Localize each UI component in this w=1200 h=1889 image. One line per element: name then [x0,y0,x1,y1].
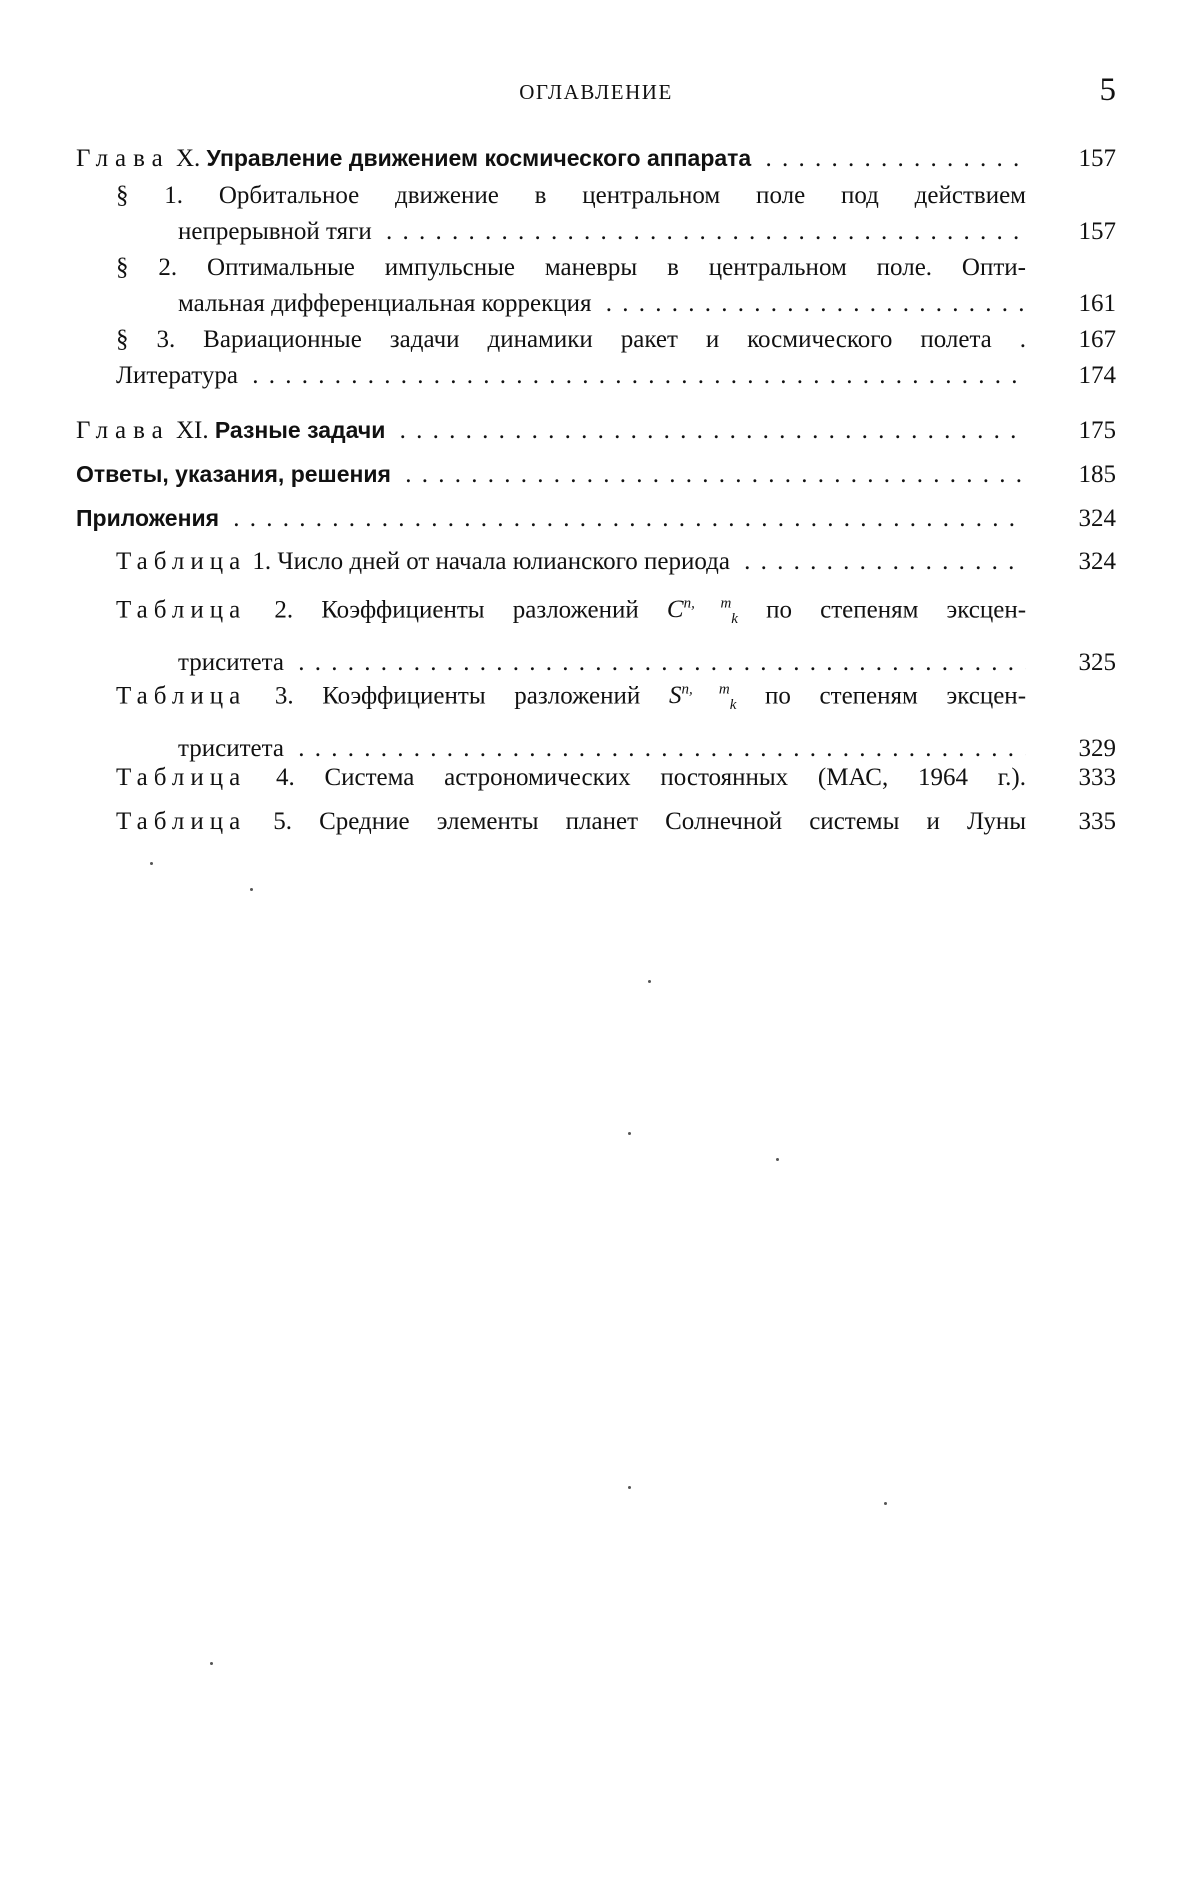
chapter-label: Глава [76,145,170,172]
section-title-line1: § 1. Орбитальное движение в центральном поле под действием [116,182,1026,209]
toc-entry-chapter-10[interactable] [76,140,1116,177]
toc-entry-table-4[interactable] [76,760,1116,796]
entry-title: Литература [116,362,238,389]
scan-speck [884,1502,887,1505]
toc-entry-table-1[interactable] [76,544,1116,580]
toc-entry-literature[interactable] [76,358,1116,394]
page-number: 5 [1099,72,1116,108]
chapter-title: Управление движением космического аппарата [206,145,752,171]
entry-title-line2: триситета [178,735,284,763]
toc-entry-table-2[interactable] [76,586,1116,681]
scan-speck [250,888,253,891]
toc-entry-appendix[interactable] [76,500,1116,537]
toc-entry-chapter-11[interactable] [76,412,1116,449]
chapter-number: X. [175,145,201,172]
scan-speck [628,1486,631,1489]
entry-title: Ответы, указания, решения [76,461,391,487]
entry-title: 4. Система астрономических постоянных (МАС, 1964 г.). [275,764,1026,791]
section-title: § 3. Вариационные задачи динамики ракет и космического полета . [116,326,1026,353]
entry-title: 5. Средние элементы планет Солнечной системы и Луны [273,808,1026,835]
scan-speck [210,1662,213,1665]
toc-entry-section-3[interactable] [76,322,1116,358]
page-ref: 325 [1078,649,1116,677]
table-label: Таблица [116,548,247,575]
page-ref: 185 [1078,461,1116,488]
table-label: Таблица [116,596,247,624]
chapter-number: XI. [175,417,209,444]
page-ref: 167 [1078,326,1116,353]
toc-entry-section-2[interactable] [76,250,1116,322]
scan-speck [648,980,651,983]
page-ref: 329 [1078,735,1116,763]
entry-title: 1. Число дней от начала юлианского периода [252,548,730,575]
page-ref: 174 [1078,362,1116,389]
page-header [76,72,1116,112]
page-ref: 324 [1078,548,1116,575]
entry-title-part2: по степеням эксцен- [766,596,1027,624]
entry-title-part2: по степеням эксцен- [765,682,1027,710]
entry-title: Приложения [76,505,220,531]
entry-title-part1: 2. Коэффициенты разложений [274,596,639,624]
page-ref: 157 [1078,145,1116,172]
toc-entry-section-1[interactable] [76,178,1116,250]
toc-entry-table-3[interactable] [76,672,1116,767]
table-label: Таблица [116,808,247,835]
section-title-line2: мальная дифференциальная коррекция [178,290,592,317]
coefficient-symbol: S$^{n, m}_k$ [668,682,737,714]
scan-speck [628,1132,631,1135]
toc-entry-table-5[interactable] [76,804,1116,840]
page-ref: 324 [1078,505,1116,532]
table-label: Таблица [116,764,247,791]
page-ref: 161 [1078,290,1116,317]
coefficient-symbol: C$^{n, m}_k$ [666,596,738,628]
page-ref: 335 [1078,808,1116,835]
entry-title-part1: 3. Коэффициенты разложений [274,682,641,710]
chapter-label: Глава [76,417,170,444]
page-ref: 175 [1078,417,1116,444]
toc-entry-answers[interactable] [76,456,1116,493]
chapter-title: Разные задачи [214,417,386,443]
scan-speck [776,1158,779,1161]
running-title: ОГЛАВЛЕНИЕ [519,80,673,104]
page-ref: 157 [1078,218,1116,245]
section-title-line1: § 2. Оптимальные импульсные маневры в центральном поле. Опти- [116,254,1026,281]
scan-speck [150,862,153,865]
section-title-line2: непрерывной тяги [178,218,372,245]
table-label: Таблица [116,682,247,710]
page-ref: 333 [1078,764,1116,791]
entry-title-line2: триситета [178,649,284,677]
